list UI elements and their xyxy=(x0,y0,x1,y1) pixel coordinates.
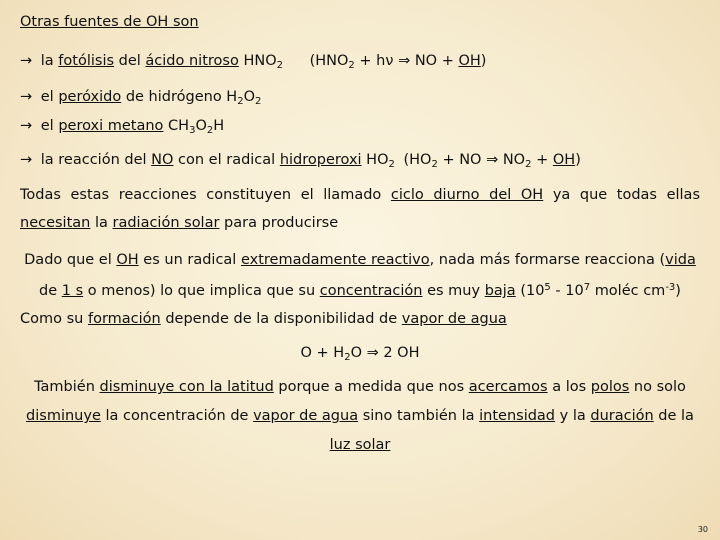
bullet-fotolisis: → la fotólisis del ácido nitroso $HNO_2$ ($HNO_2 + h\nu$ ⇒ NO + OH) xyxy=(20,53,487,71)
equation-oh: $O + H_2O$ ⇒ 2 OH xyxy=(300,345,420,363)
paragraph-ciclo-diurno: Todas estas reacciones constituyen el llamado ciclo diurno del OH ya que todas ellas necesitan la radiación solar para producirse xyxy=(20,187,700,231)
paragraph-formacion: Como su formación depende de la disponibilidad de vapor de agua xyxy=(20,311,507,327)
arrow-icon: → xyxy=(20,53,33,69)
page-number: 30 xyxy=(697,525,708,534)
bullet-peroxido: → el peróxido de hidrógeno $H_2O_2$ xyxy=(20,89,262,107)
bullet-peroxi-metano: → el peroxi metano $CH_3O_2H$ xyxy=(20,118,225,136)
bullet-reaccion-no: → la reacción del NO con el radical hidroperoxi $HO_2$ ($HO_2$ + NO ⇒ $NO_2 + OH$) xyxy=(20,152,581,170)
arrow-icon: → xyxy=(20,89,33,105)
heading-text: Otras fuentes de OH son xyxy=(20,14,199,30)
paragraph-radical-reactivo: Dado que el OH es un radical extremadamente reactivo, nada más formarse reacciona (vida de 1 s o menos) lo que implica que su concentración es muy baja ($10^5 - 10^7$ moléc $cm^{-3}$) xyxy=(24,252,696,299)
paragraph-latitud: También disminuye con la latitud porque a medida que nos acercamos a los polos no solo disminuye la concentración de vapor de agua sino también la intensidad y la duración de la luz solar xyxy=(26,379,694,453)
arrow-icon: → xyxy=(20,152,33,168)
heading xyxy=(20,12,199,32)
arrow-icon: → xyxy=(20,118,33,134)
